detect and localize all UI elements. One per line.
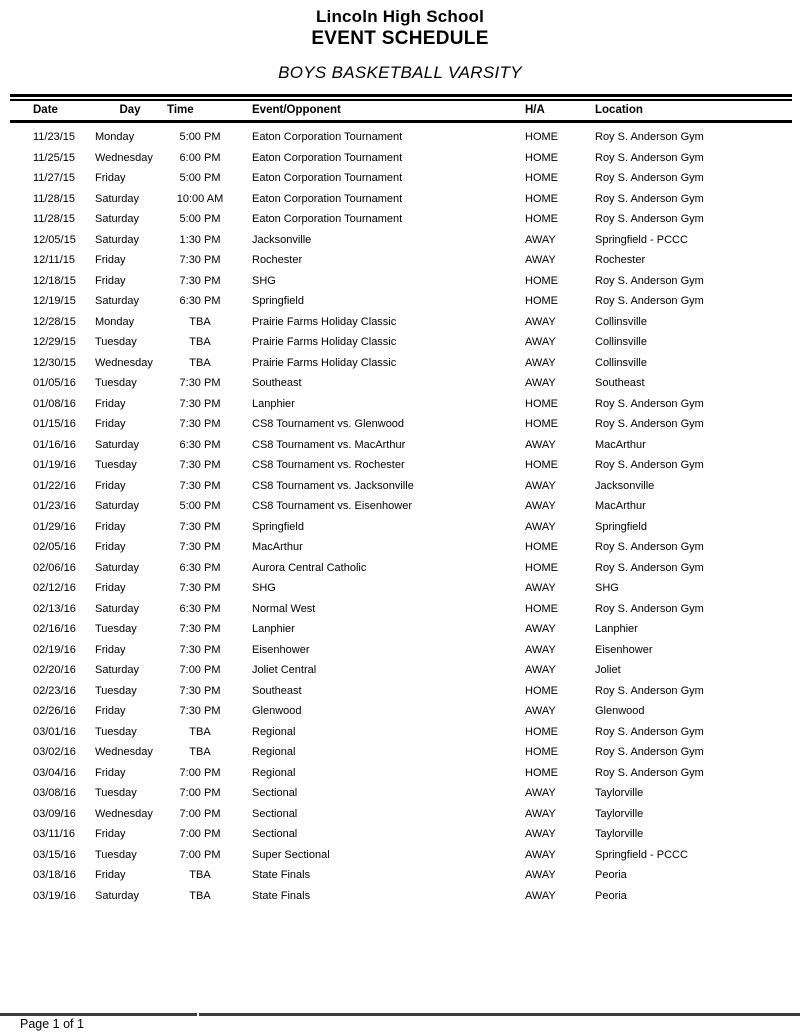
- cell-ha: AWAY: [525, 787, 556, 799]
- cell-event: Jacksonville: [252, 233, 312, 246]
- cell-day: Saturday: [95, 295, 140, 307]
- cell-time: TBA: [189, 869, 211, 881]
- cell-location: Peoria: [595, 889, 627, 902]
- cell-day: Tuesday: [95, 336, 137, 348]
- cell-time: 7:00 PM: [179, 807, 221, 820]
- cell-time: 7:00 PM: [179, 848, 221, 861]
- table-row: [0, 537, 800, 558]
- cell-day: Friday: [95, 828, 126, 840]
- table-row: [0, 558, 800, 579]
- cell-event: Normal West: [252, 602, 316, 615]
- cell-event: Regional: [252, 746, 296, 758]
- table-header-row: [0, 101, 800, 120]
- cell-date: 02/19/16: [33, 643, 76, 656]
- cell-date: 01/23/16: [33, 500, 76, 512]
- table-row: [0, 804, 800, 825]
- cell-day: Friday: [95, 479, 126, 492]
- cell-time: 7:00 PM: [179, 664, 221, 676]
- cell-location: Roy S. Anderson Gym: [595, 397, 704, 410]
- cell-date: 12/11/15: [33, 254, 76, 266]
- cell-ha: HOME: [525, 725, 558, 738]
- cell-location: Roy S. Anderson Gym: [595, 213, 704, 225]
- cell-time: TBA: [189, 746, 211, 758]
- cell-location: Roy S. Anderson Gym: [595, 684, 704, 697]
- cell-event: Eaton Corporation Tournament: [252, 213, 403, 225]
- cell-ha: AWAY: [525, 623, 556, 635]
- cell-location: Lanphier: [595, 623, 638, 635]
- table-row: [0, 209, 800, 230]
- cell-date: 01/15/16: [33, 418, 76, 430]
- cell-time: 6:30 PM: [179, 602, 221, 615]
- cell-location: Roy S. Anderson Gym: [595, 274, 704, 287]
- cell-ha: HOME: [525, 459, 558, 471]
- cell-time: 7:00 PM: [179, 766, 221, 779]
- cell-location: Glenwood: [595, 705, 645, 717]
- cell-location: Rochester: [595, 254, 646, 266]
- cell-day: Wednesday: [95, 746, 153, 758]
- cell-ha: HOME: [525, 151, 558, 164]
- cell-day: Tuesday: [95, 848, 137, 861]
- cell-event: SHG: [252, 582, 276, 594]
- cell-day: Friday: [95, 520, 126, 533]
- cell-ha: AWAY: [525, 315, 556, 328]
- cell-event: CS8 Tournament vs. Rochester: [252, 459, 405, 471]
- cell-ha: HOME: [525, 602, 558, 615]
- table-row: [0, 127, 800, 148]
- table-row: [0, 291, 800, 312]
- table-row: [0, 435, 800, 456]
- cell-location: Peoria: [595, 869, 627, 881]
- cell-date: 03/04/16: [33, 766, 76, 779]
- cell-event: Regional: [252, 766, 296, 779]
- cell-ha: AWAY: [525, 807, 556, 820]
- cell-event: Lanphier: [252, 623, 295, 635]
- cell-day: Friday: [95, 643, 126, 656]
- cell-event: Lanphier: [252, 397, 295, 410]
- cell-ha: HOME: [525, 172, 558, 184]
- cell-time: 5:00 PM: [179, 172, 221, 184]
- cell-day: Friday: [95, 274, 126, 287]
- cell-ha: AWAY: [525, 500, 556, 512]
- cell-time: 7:30 PM: [179, 643, 221, 656]
- table-row: [0, 496, 800, 517]
- cell-ha: AWAY: [525, 254, 556, 266]
- cell-ha: AWAY: [525, 848, 556, 861]
- table-row: [0, 332, 800, 353]
- column-header-time: Time: [167, 104, 194, 116]
- cell-event: Regional: [252, 725, 296, 738]
- cell-event: Eaton Corporation Tournament: [252, 192, 403, 205]
- column-header-ha: H/A: [525, 104, 545, 116]
- cell-ha: HOME: [525, 541, 558, 553]
- cell-day: Saturday: [95, 500, 140, 512]
- cell-date: 02/23/16: [33, 684, 76, 697]
- cell-event: Southeast: [252, 377, 302, 389]
- table-row: [0, 189, 800, 210]
- cell-day: Friday: [95, 418, 126, 430]
- cell-date: 03/11/16: [33, 828, 76, 840]
- cell-event: Eaton Corporation Tournament: [252, 172, 403, 184]
- cell-date: 03/08/16: [33, 787, 76, 799]
- cell-location: Springfield - PCCC: [595, 848, 688, 861]
- cell-day: Wednesday: [95, 151, 153, 164]
- table-row: [0, 373, 800, 394]
- cell-location: Roy S. Anderson Gym: [595, 192, 704, 205]
- cell-event: CS8 Tournament vs. Glenwood: [252, 418, 405, 430]
- cell-location: Jacksonville: [595, 479, 655, 492]
- cell-time: 7:30 PM: [179, 459, 221, 471]
- cell-time: 7:30 PM: [179, 705, 221, 717]
- table-row: [0, 414, 800, 435]
- cell-time: 7:00 PM: [179, 787, 221, 799]
- table-row: [0, 824, 800, 845]
- cell-day: Monday: [95, 131, 135, 143]
- cell-time: 6:30 PM: [179, 438, 221, 451]
- cell-location: Roy S. Anderson Gym: [595, 602, 704, 615]
- cell-date: 03/01/16: [33, 725, 76, 738]
- cell-time: TBA: [189, 356, 211, 369]
- cell-event: State Finals: [252, 869, 311, 881]
- cell-location: Springfield: [595, 520, 647, 533]
- cell-ha: HOME: [525, 766, 558, 779]
- cell-time: 6:00 PM: [179, 151, 221, 164]
- cell-date: 12/28/15: [33, 315, 76, 328]
- cell-event: Springfield: [252, 295, 304, 307]
- cell-location: Roy S. Anderson Gym: [595, 541, 704, 553]
- cell-time: TBA: [189, 889, 211, 902]
- cell-time: 7:30 PM: [179, 541, 221, 553]
- cell-date: 02/26/16: [33, 705, 76, 717]
- cell-day: Friday: [95, 869, 126, 881]
- cell-day: Tuesday: [95, 725, 137, 738]
- table-row: [0, 783, 800, 804]
- table-row: [0, 148, 800, 169]
- cell-event: Sectional: [252, 828, 298, 840]
- table-row: [0, 271, 800, 292]
- cell-location: Springfield - PCCC: [595, 233, 688, 246]
- table-row: [0, 619, 800, 640]
- cell-date: 03/18/16: [33, 869, 76, 881]
- table-row: [0, 455, 800, 476]
- cell-time: 7:30 PM: [179, 418, 221, 430]
- cell-time: 7:30 PM: [179, 684, 221, 697]
- cell-time: 6:30 PM: [179, 295, 221, 307]
- cell-ha: AWAY: [525, 356, 556, 369]
- table-row: [0, 660, 800, 681]
- cell-ha: HOME: [525, 192, 558, 205]
- cell-date: 02/13/16: [33, 602, 76, 615]
- table-row: [0, 722, 800, 743]
- cell-ha: AWAY: [525, 664, 556, 676]
- cell-ha: AWAY: [525, 889, 556, 902]
- cell-date: 11/23/15: [33, 131, 76, 143]
- column-header-date: Date: [33, 104, 58, 116]
- cell-time: 7:30 PM: [179, 397, 221, 410]
- cell-day: Friday: [95, 397, 126, 410]
- cell-date: 11/27/15: [33, 172, 76, 184]
- document-header: [0, 0, 800, 83]
- cell-date: 02/05/16: [33, 541, 76, 553]
- cell-date: 02/12/16: [33, 582, 76, 594]
- cell-location: Collinsville: [595, 356, 647, 369]
- cell-location: Roy S. Anderson Gym: [595, 172, 704, 184]
- cell-location: Roy S. Anderson Gym: [595, 725, 704, 738]
- table-row: [0, 394, 800, 415]
- cell-ha: HOME: [525, 213, 558, 225]
- cell-date: 12/19/15: [33, 295, 76, 307]
- cell-ha: AWAY: [525, 643, 556, 656]
- cell-event: MacArthur: [252, 541, 303, 553]
- cell-date: 01/05/16: [33, 377, 76, 389]
- cell-day: Friday: [95, 582, 126, 594]
- schedule-table-body: [0, 123, 800, 906]
- column-header-day: Day: [119, 104, 141, 116]
- cell-ha: AWAY: [525, 869, 556, 881]
- cell-day: Wednesday: [95, 356, 153, 369]
- table-row: [0, 640, 800, 661]
- cell-ha: AWAY: [525, 336, 556, 348]
- cell-date: 01/29/16: [33, 520, 76, 533]
- cell-ha: HOME: [525, 418, 558, 430]
- table-row: [0, 886, 800, 907]
- cell-location: MacArthur: [595, 500, 646, 512]
- cell-ha: HOME: [525, 561, 558, 574]
- cell-event: Joliet Central: [252, 664, 317, 676]
- cell-event: Eaton Corporation Tournament: [252, 151, 403, 164]
- cell-day: Friday: [95, 705, 126, 717]
- table-row: [0, 701, 800, 722]
- table-row: [0, 250, 800, 271]
- cell-time: 7:00 PM: [179, 828, 221, 840]
- cell-event: Prairie Farms Holiday Classic: [252, 356, 397, 369]
- cell-day: Saturday: [95, 213, 140, 225]
- cell-date: 01/22/16: [33, 479, 76, 492]
- cell-day: Saturday: [95, 602, 140, 615]
- cell-event: CS8 Tournament vs. MacArthur: [252, 438, 406, 451]
- cell-day: Monday: [95, 315, 135, 328]
- table-row: [0, 517, 800, 538]
- cell-time: TBA: [189, 336, 211, 348]
- cell-event: State Finals: [252, 889, 311, 902]
- cell-day: Wednesday: [95, 807, 153, 820]
- cell-date: 02/06/16: [33, 561, 76, 574]
- column-header-event: Event/Opponent: [252, 104, 341, 116]
- cell-location: Eisenhower: [595, 643, 653, 656]
- cell-ha: AWAY: [525, 479, 556, 492]
- cell-day: Friday: [95, 254, 126, 266]
- cell-event: Sectional: [252, 787, 298, 799]
- cell-day: Saturday: [95, 233, 140, 246]
- cell-day: Saturday: [95, 889, 140, 902]
- cell-date: 11/28/15: [33, 213, 76, 225]
- document-title: EVENT SCHEDULE: [311, 28, 489, 49]
- table-row: [0, 168, 800, 189]
- cell-location: Taylorville: [595, 828, 644, 840]
- cell-time: TBA: [189, 725, 211, 738]
- cell-location: Roy S. Anderson Gym: [595, 418, 704, 430]
- cell-event: CS8 Tournament vs. Jacksonville: [252, 479, 414, 492]
- cell-time: 10:00 AM: [176, 192, 224, 205]
- table-row: [0, 742, 800, 763]
- cell-day: Tuesday: [95, 787, 137, 799]
- cell-date: 03/15/16: [33, 848, 76, 861]
- schedule-subtitle: BOYS BASKETBALL VARSITY: [278, 63, 522, 82]
- cell-event: Prairie Farms Holiday Classic: [252, 315, 397, 328]
- cell-location: Southeast: [595, 377, 645, 389]
- cell-event: Eisenhower: [252, 643, 310, 656]
- cell-time: 7:30 PM: [179, 623, 221, 635]
- cell-event: Super Sectional: [252, 848, 330, 861]
- cell-date: 12/29/15: [33, 336, 76, 348]
- cell-time: 7:30 PM: [179, 520, 221, 533]
- cell-time: 7:30 PM: [179, 377, 221, 389]
- cell-event: Glenwood: [252, 705, 302, 717]
- cell-date: 01/16/16: [33, 438, 76, 451]
- cell-ha: AWAY: [525, 828, 556, 840]
- table-row: [0, 599, 800, 620]
- cell-location: Roy S. Anderson Gym: [595, 561, 704, 574]
- cell-location: Roy S. Anderson Gym: [595, 746, 704, 758]
- cell-date: 03/19/16: [33, 889, 76, 902]
- cell-location: Roy S. Anderson Gym: [595, 151, 704, 164]
- cell-ha: AWAY: [525, 438, 556, 451]
- cell-ha: AWAY: [525, 377, 556, 389]
- cell-location: MacArthur: [595, 438, 646, 451]
- cell-time: 7:30 PM: [179, 254, 221, 266]
- cell-time: 5:00 PM: [179, 213, 221, 225]
- table-row: [0, 578, 800, 599]
- cell-date: 03/09/16: [33, 807, 76, 820]
- cell-ha: AWAY: [525, 520, 556, 533]
- table-row: [0, 353, 800, 374]
- cell-ha: HOME: [525, 274, 558, 287]
- cell-event: CS8 Tournament vs. Eisenhower: [252, 500, 412, 512]
- cell-time: 1:30 PM: [179, 233, 221, 246]
- cell-day: Saturday: [95, 192, 140, 205]
- cell-date: 12/30/15: [33, 356, 76, 369]
- cell-ha: HOME: [525, 684, 558, 697]
- cell-event: Rochester: [252, 254, 303, 266]
- cell-location: Taylorville: [595, 787, 644, 799]
- cell-time: 5:00 PM: [179, 500, 221, 512]
- table-row: [0, 230, 800, 251]
- cell-day: Friday: [95, 541, 126, 553]
- table-row: [0, 476, 800, 497]
- cell-date: 01/08/16: [33, 397, 76, 410]
- cell-time: 7:30 PM: [179, 582, 221, 594]
- footer-rule: [0, 1013, 800, 1016]
- cell-date: 11/25/15: [33, 151, 76, 164]
- cell-location: Roy S. Anderson Gym: [595, 131, 704, 143]
- school-name: Lincoln High School: [315, 7, 485, 26]
- cell-event: Eaton Corporation Tournament: [252, 131, 403, 143]
- cell-event: Aurora Central Catholic: [252, 561, 367, 574]
- cell-day: Friday: [95, 766, 126, 779]
- cell-date: 12/05/15: [33, 233, 76, 246]
- cell-event: Prairie Farms Holiday Classic: [252, 336, 397, 348]
- cell-time: 7:30 PM: [179, 479, 221, 492]
- cell-location: Taylorville: [595, 807, 644, 820]
- cell-location: Collinsville: [595, 315, 647, 328]
- page-number-label: Page 1 of 1: [20, 1017, 84, 1031]
- cell-time: 7:30 PM: [179, 274, 221, 287]
- cell-event: Sectional: [252, 807, 298, 820]
- cell-day: Saturday: [95, 561, 140, 574]
- cell-location: Roy S. Anderson Gym: [595, 295, 704, 307]
- cell-time: TBA: [189, 315, 211, 328]
- header-top-rule: [10, 94, 792, 101]
- column-header-location: Location: [595, 104, 643, 116]
- cell-date: 01/19/16: [33, 459, 76, 471]
- cell-ha: AWAY: [525, 233, 556, 246]
- cell-day: Tuesday: [95, 684, 137, 697]
- cell-ha: HOME: [525, 131, 558, 143]
- cell-ha: AWAY: [525, 582, 556, 594]
- cell-ha: HOME: [525, 397, 558, 410]
- cell-time: 5:00 PM: [179, 131, 221, 143]
- cell-day: Saturday: [95, 664, 140, 676]
- cell-location: Roy S. Anderson Gym: [595, 766, 704, 779]
- cell-event: Southeast: [252, 684, 302, 697]
- cell-event: SHG: [252, 274, 276, 287]
- table-row: [0, 312, 800, 333]
- cell-location: Roy S. Anderson Gym: [595, 459, 704, 471]
- cell-day: Tuesday: [95, 623, 137, 635]
- cell-time: 6:30 PM: [179, 561, 221, 574]
- table-row: [0, 865, 800, 886]
- cell-location: Collinsville: [595, 336, 647, 348]
- cell-date: 11/28/15: [33, 192, 76, 205]
- cell-day: Saturday: [95, 438, 140, 451]
- table-row: [0, 763, 800, 784]
- cell-ha: HOME: [525, 746, 558, 758]
- cell-day: Friday: [95, 172, 126, 184]
- cell-ha: AWAY: [525, 705, 556, 717]
- cell-location: Joliet: [595, 664, 621, 676]
- cell-date: 02/16/16: [33, 623, 76, 635]
- cell-location: SHG: [595, 582, 619, 594]
- cell-date: 02/20/16: [33, 664, 76, 676]
- cell-day: Tuesday: [95, 459, 137, 471]
- table-row: [0, 845, 800, 866]
- cell-day: Tuesday: [95, 377, 137, 389]
- cell-ha: HOME: [525, 295, 558, 307]
- cell-date: 03/02/16: [33, 746, 76, 758]
- table-row: [0, 681, 800, 702]
- cell-date: 12/18/15: [33, 274, 76, 287]
- cell-event: Springfield: [252, 520, 304, 533]
